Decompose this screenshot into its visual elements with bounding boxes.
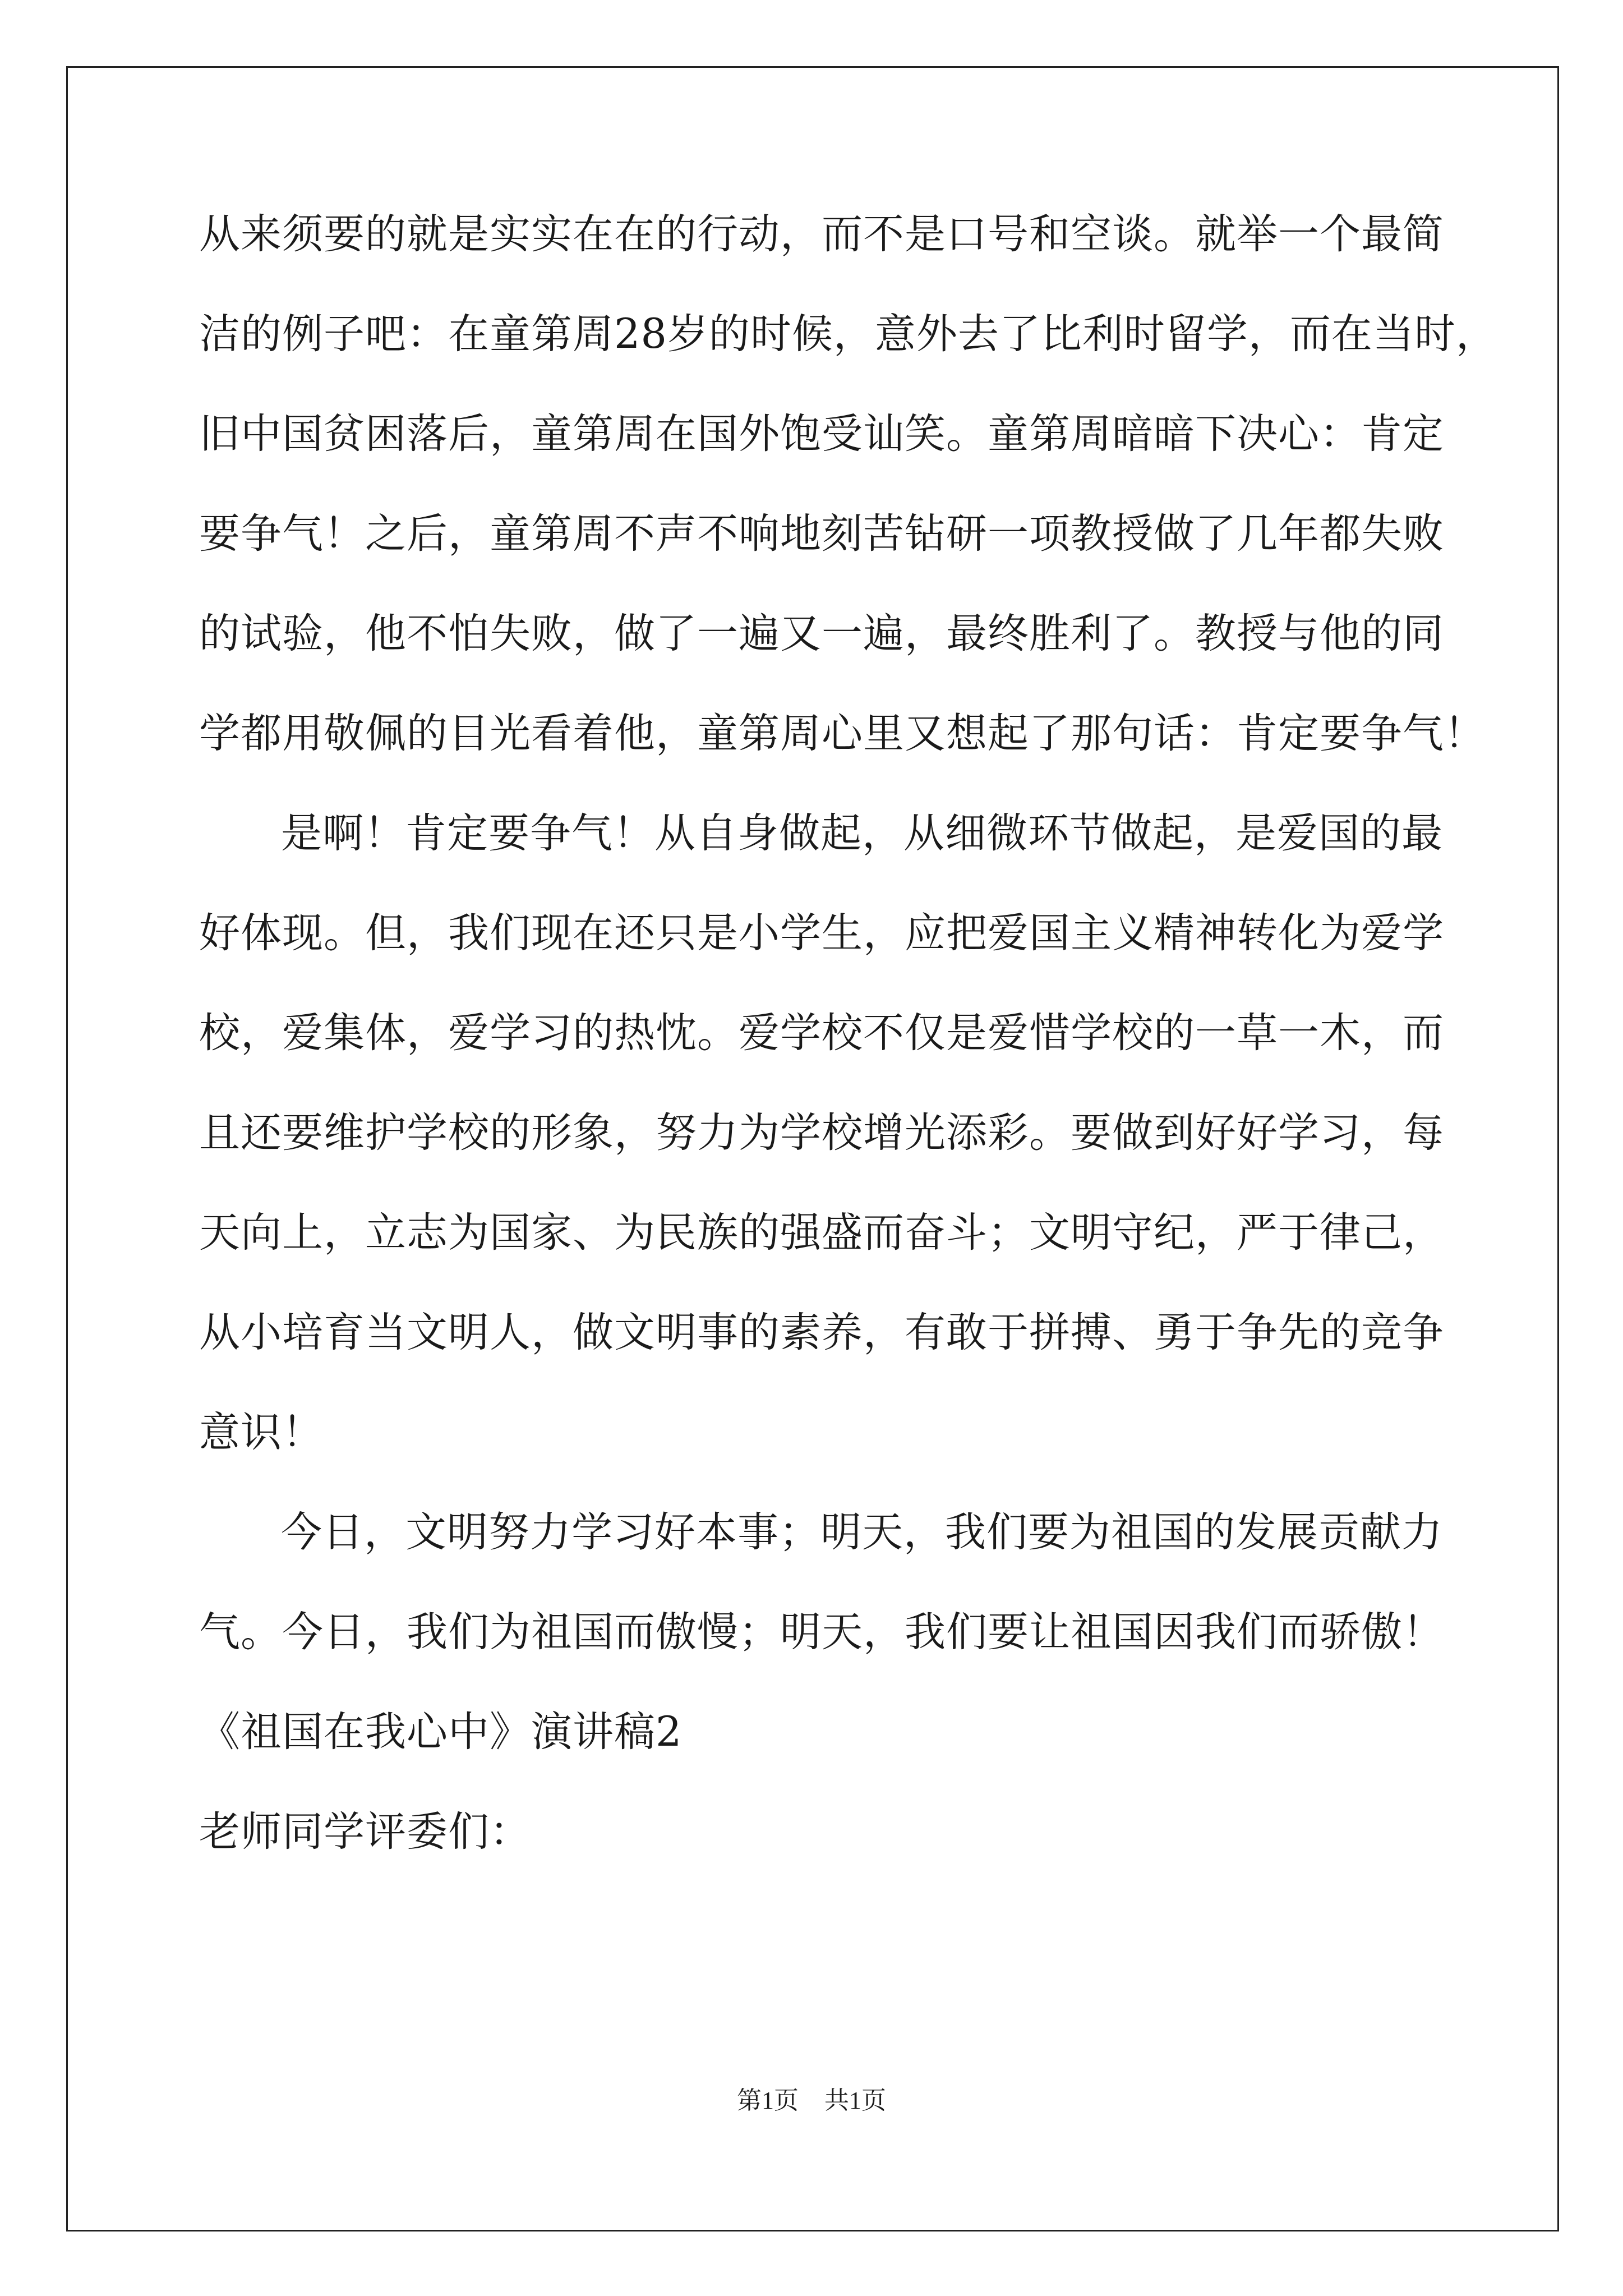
text-line: 学都用敬佩的目光看着他，童第周心里又想起了那句话：肯定要争气！ xyxy=(199,710,1486,757)
salutation-line: 老师同学评委们： xyxy=(199,1808,531,1856)
text-line: 意识！ xyxy=(199,1409,324,1456)
text-line: 要争气！之后，童第周不声不响地刻苦钻研一项教授做了几年都失败 xyxy=(199,510,1444,558)
page-number: 第1页 xyxy=(737,2087,799,2114)
text-line: 且还要维护学校的形象，努力为学校增光添彩。要做到好好学习，每 xyxy=(199,1109,1444,1157)
text-line: 从小培育当文明人，做文明事的素养，有敢于拼搏、勇于争先的竞争 xyxy=(199,1309,1444,1356)
text-line: 气。今日，我们为祖国而傲慢；明天，我们要让祖国因我们而骄傲！ xyxy=(199,1608,1444,1656)
page-total: 共1页 xyxy=(824,2087,886,2114)
text-line: 天向上，立志为国家、为民族的强盛而奋斗；文明守纪，严于律己， xyxy=(199,1209,1444,1257)
paragraph-start-line: 是啊！肯定要争气！从自身做起，从细微环节做起，是爱国的最 xyxy=(281,809,1443,857)
page-footer xyxy=(0,2084,1623,2118)
section-title: 《祖国在我心中》演讲稿2 xyxy=(199,1708,683,1756)
text-line: 的试验，他不怕失败，做了一遍又一遍，最终胜利了。教授与他的同 xyxy=(199,610,1444,657)
paragraph-start-line: 今日，文明努力学习好本事；明天，我们要为祖国的发展贡献力 xyxy=(281,1508,1443,1556)
text-line: 校，爱集体，爱学习的热忱。爱学校不仅是爱惜学校的一草一木，而 xyxy=(199,1009,1444,1057)
text-line: 从来须要的就是实实在在的行动，而不是口号和空谈。就举一个最简 xyxy=(199,210,1444,258)
text-line: 好体现。但，我们现在还只是小学生，应把爱国主义精神转化为爱学 xyxy=(199,909,1444,957)
text-line: 旧中国贫困落后，童第周在国外饱受讪笑。童第周暗暗下决心：肯定 xyxy=(199,410,1444,458)
text-line: 洁的例子吧：在童第周28岁的时候，意外去了比利时留学，而在当时， xyxy=(199,310,1497,358)
